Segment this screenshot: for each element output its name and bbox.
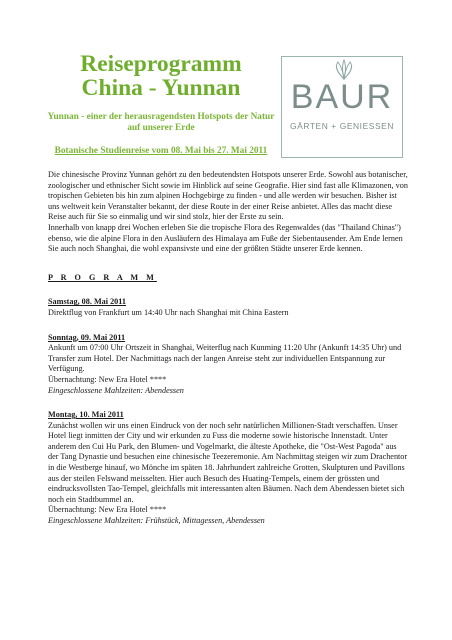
header-title-block [47,42,275,156]
day-entry [48,333,408,397]
day-title: Sonntag, 09. Mai 2011 [48,332,126,342]
subtitle: Yunnan - einer der herausragendsten Hotspots der Natur auf unserer Erde [47,112,275,133]
intro-paragraph-2: Innerhalb von knapp drei Wochen erleben Sie die tropische Flora des Regenwaldes (das "Thailand Chinas") ebenso, wie die alpine Flora in den Ausläufern des Himalaya am Fuße der Siebentausender. Am Ende lernen Sie auch noch Shanghai, die wohl expansivste und eine der größten Städte unserer Erde kennen. [48,222,403,254]
day-entry [48,410,408,527]
day-text: Zunächst wollen wir uns einen Eindruck von der noch sehr natürlichen Millionen-Stadt verschaffen. Unser Hotel liegt inmitten der City und wir erkunden zu Fuss die moderne sowie historische Innenstadt. Unter anderem den Cui Hu Park, den Blumen- und Vogelmarkt, die älteste Apotheke, die "Ost-West Pagoda" aus der Tang Dynastie und besuchen eine chinesische Teezeremonie. Am Nachmittag steigen wir zum Drachentor in die Westberge hinauf, wo Mönche im späten 18. Jahrhundert zahlreiche Grotten, Skulpturen und Pavillons aus der steilen Felswand meisselten. Hier auch Besuch des Huating-Tempels, einem der grössten und eindrucksvollsten Tao-Tempel, gleichfalls mit interessanten alten Bäumen. Nach dem Abendessen bietet sich noch ein Stadtbummel an. [48,420,408,504]
day-hotel: Übernachtung: New Era Hotel **** [48,505,167,515]
day-text: Direktflug von Frankfurt um 14:40 Uhr nach Shanghai mit China Eastern [48,307,289,317]
day-entry [48,297,408,318]
title-line-2: China - Yunnan [81,75,241,101]
intro-paragraph-1: Die chinesische Provinz Yunnan gehört zu den bedeutendsten Hotspots unserer Erde. Sowohl aus botanischer, zoologischer und ethnischer Sicht sowie im Hinblick auf seine Geografie. Hier sind fast alle Klimazonen, von tropischen Gebieten bis hin zum alpinen Hochgebirge zu finden - und alle werden wir besuchen. Bisher ist uns weltweit kein Veranstalter bekannt, der diese Route in der einer Reise anbietet. Alles das macht diese Reise auch für Sie so einmalig und wir sind stolz, hier der Erste zu sein. [48,170,408,222]
baur-logo [281,56,403,158]
day-meals: Eingeschlossene Mahlzeiten: Abendessen [48,385,184,395]
studienreise-dates: Botanische Studienreise vom 08. Mai bis 27. Mai 2011 [54,146,268,156]
logo-wordmark: BAUR [290,78,394,116]
title-line-1: Reiseprogramm [80,51,242,77]
day-meals: Eingeschlossene Mahlzeiten: Frühstück, Mittagessen, Abendessen [48,516,265,526]
programm-heading: P R O G R A M M [48,272,157,282]
day-title: Montag, 10. Mai 2011 [48,410,124,420]
day-title: Samstag, 08. Mai 2011 [48,297,127,307]
day-hotel: Übernachtung: New Era Hotel **** [48,374,167,384]
logo-tagline: GÄRTEN + GENIESSEN [290,121,394,131]
document-body [48,170,408,527]
day-text: Ankunft um 07:00 Uhr Ortszeit in Shanghai, Weiterflug nach Kunming 11:20 Uhr (Ankunft 14:35 Uhr) und Transfer zum Hotel. Der Nachmittags nach der langen Anreise steht zur individuellen Entspannung zur Verfügung. [48,343,402,374]
